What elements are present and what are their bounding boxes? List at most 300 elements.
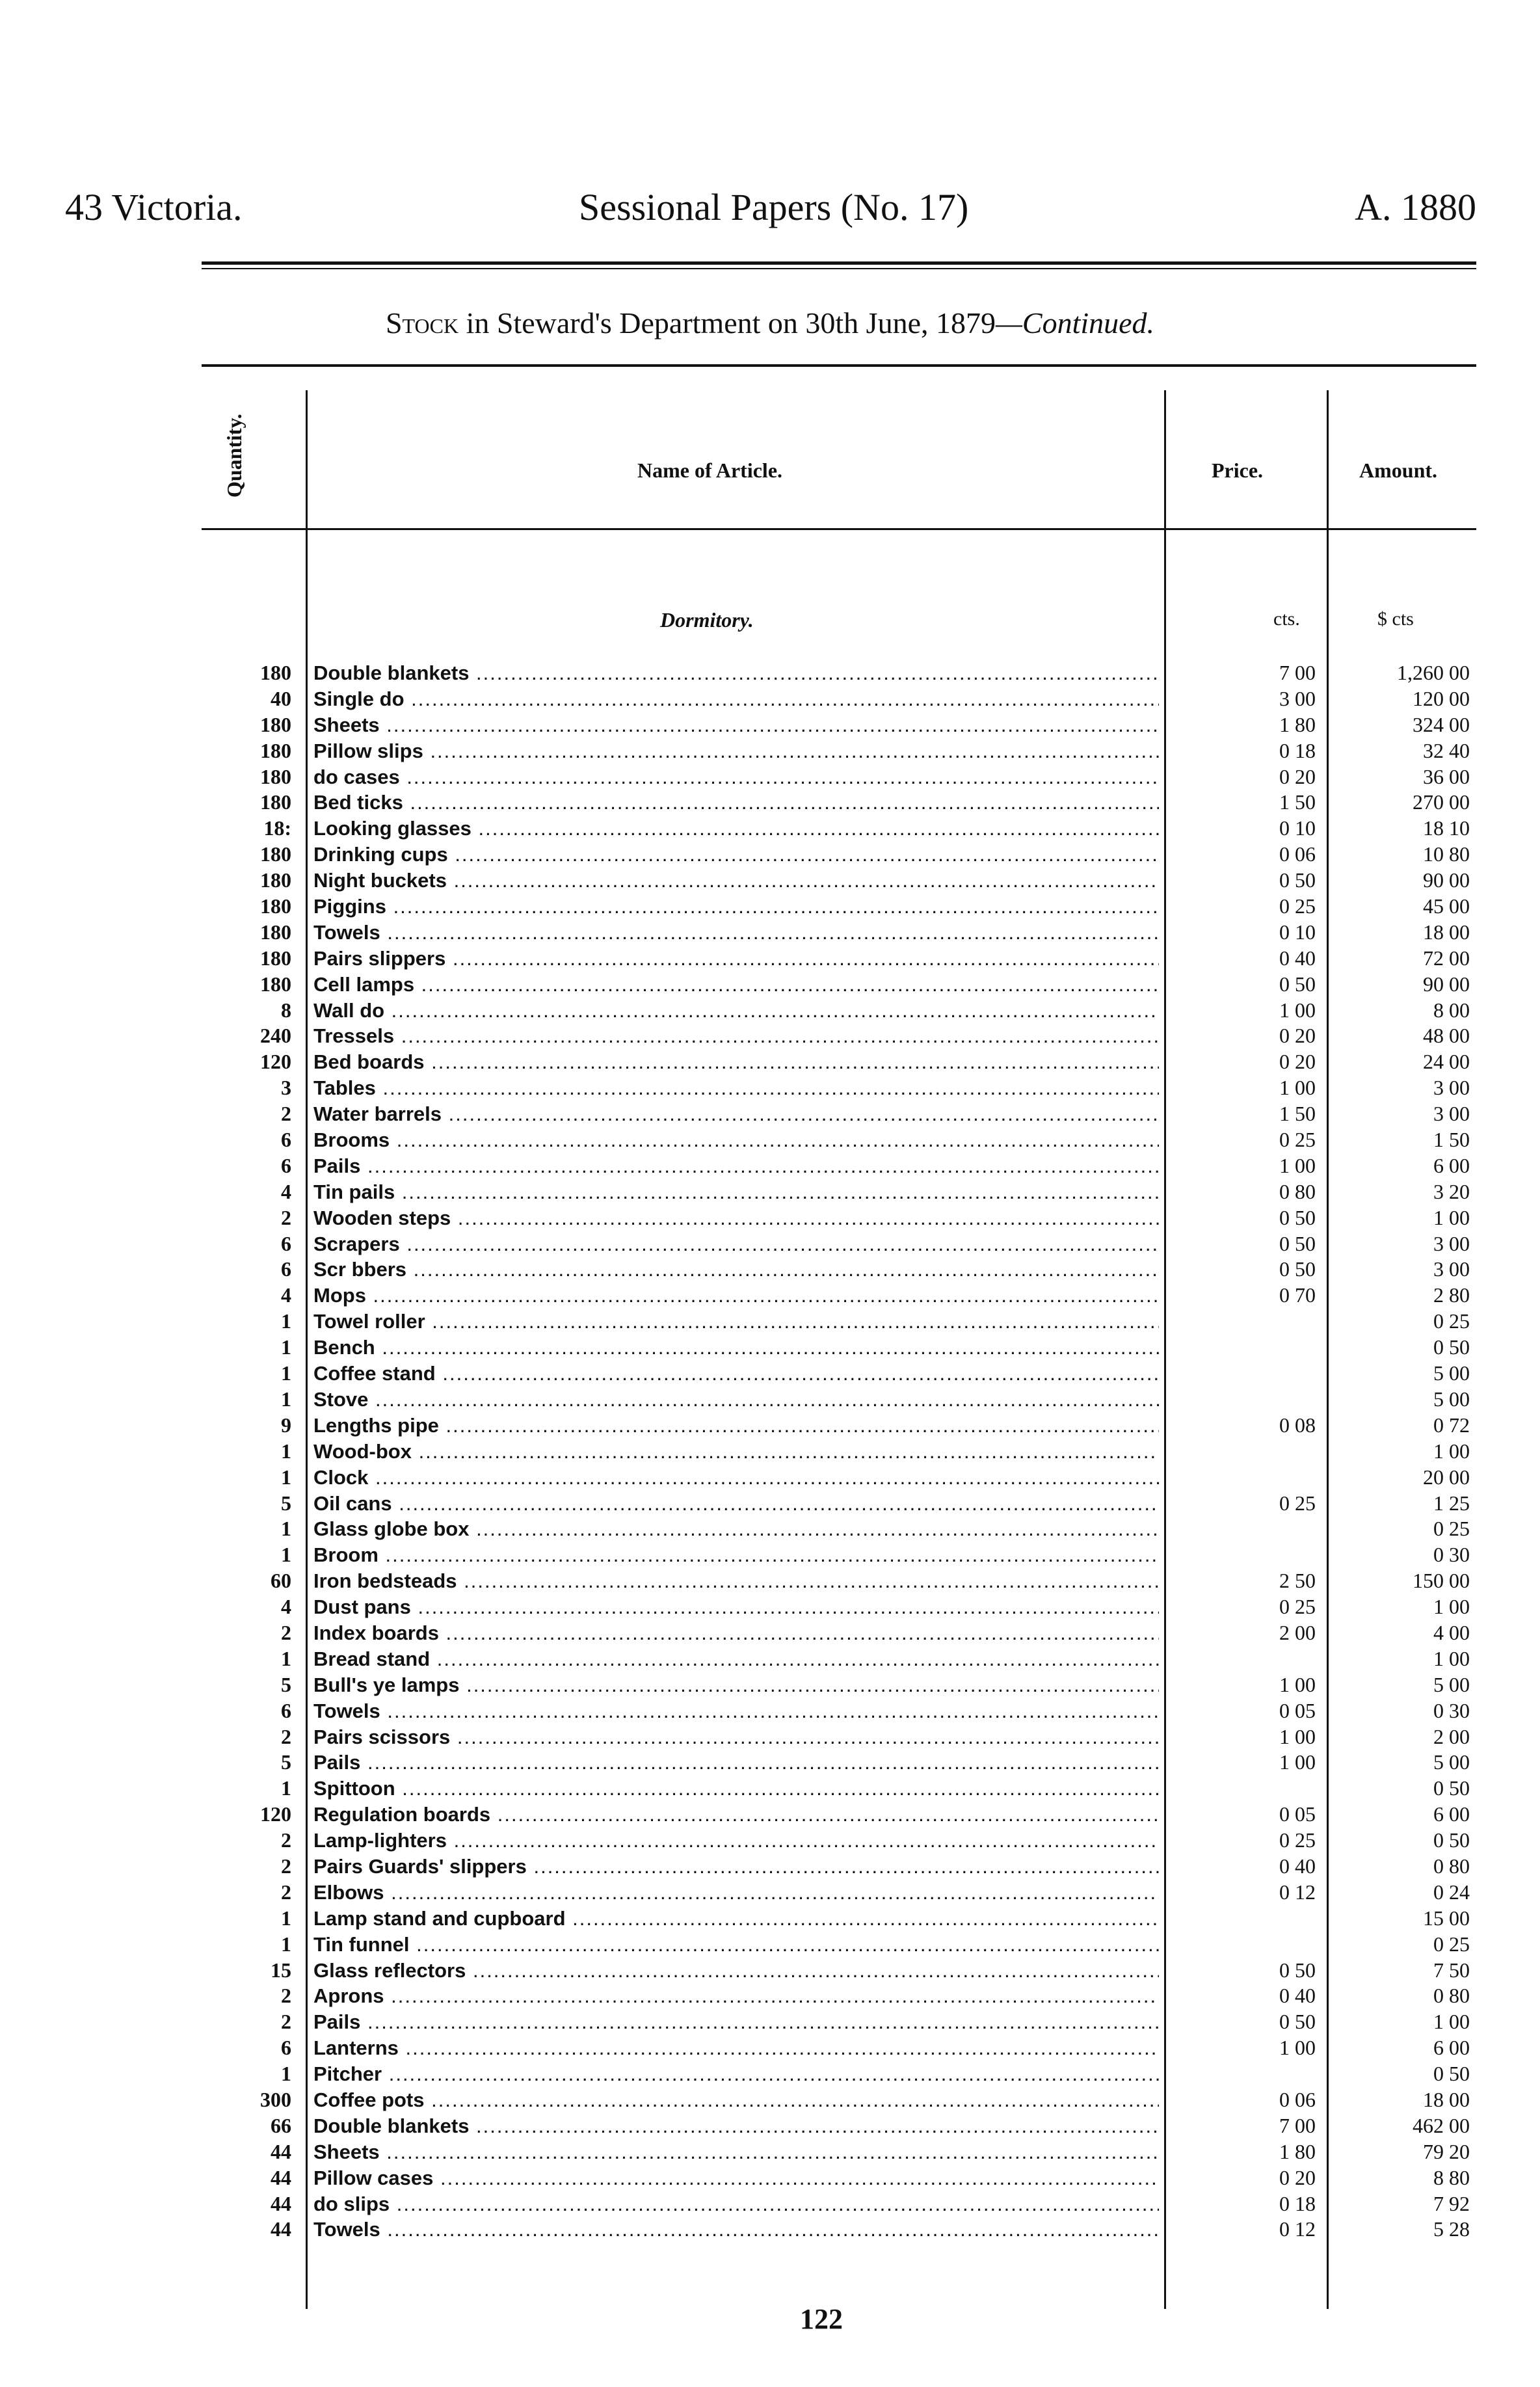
amount-cell: 150 00 — [1413, 1569, 1470, 1593]
article-name-cell: Sheets ..... — [313, 2139, 1159, 2165]
price-cell: 0 18 — [1279, 2191, 1316, 2215]
quantity-cell: 1 — [281, 2062, 291, 2086]
amount-cell: 3 00 — [1433, 1102, 1470, 1126]
title-continued: —Continued. — [996, 306, 1155, 340]
price-cell: 0 12 — [1279, 2217, 1316, 2241]
article-name-cell: Bull's ye lamps ..... — [313, 1672, 1159, 1698]
article-name-cell: Scr bbers ..... — [313, 1257, 1159, 1283]
table-row — [0, 1023, 1540, 1049]
table-row — [0, 738, 1540, 764]
article-name-cell: Night buckets ..... — [313, 868, 1159, 894]
header-rule — [202, 261, 1476, 265]
article-name-cell: Regulation boards ..... — [313, 1802, 1159, 1828]
table-row — [0, 1516, 1540, 1542]
price-cell: 1 50 — [1279, 1102, 1316, 1126]
quantity-cell: 1 — [281, 1906, 291, 1930]
price-units: cts. — [1273, 608, 1300, 630]
quantity-cell: 5 — [281, 1491, 291, 1515]
article-name-cell: Glass reflectors ..... — [313, 1958, 1159, 1984]
amount-cell: 45 00 — [1423, 894, 1470, 918]
amount-cell: 36 00 — [1423, 764, 1470, 788]
amount-cell: 270 00 — [1413, 790, 1470, 814]
quantity-cell: 1 — [281, 1439, 291, 1463]
amount-cell: 120 00 — [1413, 686, 1470, 710]
table-row — [0, 2009, 1540, 2035]
price-cell: 0 20 — [1279, 764, 1316, 788]
table-row — [0, 1075, 1540, 1101]
quantity-cell: 2 — [281, 1828, 291, 1852]
quantity-cell: 180 — [260, 661, 291, 684]
table-row — [0, 1983, 1540, 2009]
amount-cell: 0 80 — [1433, 1854, 1470, 1878]
quantity-cell: 44 — [271, 2165, 291, 2189]
table-row — [0, 1802, 1540, 1828]
table-row — [0, 1179, 1540, 1205]
price-cell: 1 00 — [1279, 1724, 1316, 1748]
article-name-cell: Pairs scissors ..... — [313, 1724, 1159, 1750]
quantity-cell: 120 — [260, 1050, 291, 1074]
quantity-cell: 240 — [260, 1024, 291, 1048]
article-name-cell: Bed ticks ..... — [313, 790, 1159, 816]
article-name-cell: Pails ..... — [313, 1750, 1159, 1776]
quantity-cell: 2 — [281, 1854, 291, 1878]
quantity-cell: 180 — [260, 764, 291, 788]
quantity-cell: 300 — [260, 2087, 291, 2111]
article-name-cell: Pails ..... — [313, 2009, 1159, 2035]
price-cell: 1 50 — [1279, 790, 1316, 814]
table-row — [0, 1413, 1540, 1439]
price-cell: 0 50 — [1279, 972, 1316, 996]
article-name-cell: Drinking cups ..... — [313, 842, 1159, 868]
header-year: A. 1880 — [1355, 186, 1476, 228]
title-rule — [202, 364, 1476, 367]
table-row — [0, 868, 1540, 894]
price-cell: 0 05 — [1279, 1698, 1316, 1722]
article-name-cell: Bread stand ..... — [313, 1646, 1159, 1672]
amount-cell: 2 00 — [1433, 1724, 1470, 1748]
table-row — [0, 2165, 1540, 2191]
quantity-cell: 180 — [260, 738, 291, 762]
table-row — [0, 1698, 1540, 1724]
table-row — [0, 998, 1540, 1024]
stock-table-body — [0, 660, 1540, 2243]
quantity-cell: 180 — [260, 972, 291, 996]
table-title — [0, 306, 1540, 340]
price-cell: 0 50 — [1279, 1205, 1316, 1229]
amount-cell: 462 00 — [1413, 2113, 1470, 2137]
price-cell: 0 50 — [1279, 1257, 1316, 1281]
price-cell: 0 10 — [1279, 816, 1316, 840]
quantity-cell: 4 — [281, 1595, 291, 1619]
quantity-cell: 2 — [281, 1620, 291, 1644]
amount-cell: 3 00 — [1433, 1076, 1470, 1100]
title-text: in Steward's Department on 30th June, 1879 — [466, 306, 996, 340]
running-header — [65, 185, 1476, 237]
quantity-cell: 2 — [281, 2010, 291, 2034]
amount-cell: 0 72 — [1433, 1413, 1470, 1437]
table-row — [0, 1335, 1540, 1361]
amount-cell: 7 50 — [1433, 1958, 1470, 1982]
quantity-cell: 44 — [271, 2139, 291, 2163]
quantity-cell: 60 — [271, 1569, 291, 1593]
article-name-cell: Clock ..... — [313, 1465, 1159, 1491]
price-cell: 7 00 — [1279, 2113, 1316, 2137]
quantity-cell: 5 — [281, 1672, 291, 1696]
amount-cell: 8 00 — [1433, 998, 1470, 1022]
amount-cell: 1 00 — [1433, 1595, 1470, 1619]
amount-cell: 5 00 — [1433, 1361, 1470, 1385]
amount-units: $ cts — [1377, 608, 1414, 630]
quantity-cell: 5 — [281, 1750, 291, 1774]
quantity-cell: 44 — [271, 2191, 291, 2215]
table-row — [0, 1283, 1540, 1309]
article-name-cell: Pillow slips ..... — [313, 738, 1159, 764]
price-cell: 0 70 — [1279, 1283, 1316, 1307]
quantity-cell: 1 — [281, 1932, 291, 1956]
quantity-cell: 180 — [260, 842, 291, 866]
price-cell: 0 06 — [1279, 842, 1316, 866]
table-row — [0, 1257, 1540, 1283]
amount-cell: 79 20 — [1423, 2139, 1470, 2163]
quantity-cell: 1 — [281, 1335, 291, 1359]
amount-cell: 90 00 — [1423, 868, 1470, 892]
price-cell: 0 20 — [1279, 2165, 1316, 2189]
quantity-cell: 6 — [281, 1153, 291, 1177]
table-row — [0, 2087, 1540, 2113]
amount-cell: 6 00 — [1433, 1153, 1470, 1177]
quantity-cell: 1 — [281, 1543, 291, 1567]
table-row — [0, 1594, 1540, 1620]
amount-column-header: Amount. — [1359, 459, 1438, 482]
quantity-cell: 180 — [260, 868, 291, 892]
quantity-cell: 120 — [260, 1802, 291, 1826]
quantity-cell: 6 — [281, 1128, 291, 1152]
article-name-cell: Dust pans ..... — [313, 1594, 1159, 1620]
quantity-cell: 15 — [271, 1958, 291, 1982]
amount-cell: 1,260 00 — [1397, 661, 1470, 684]
price-cell: 0 25 — [1279, 1828, 1316, 1852]
article-name-cell: do cases ..... — [313, 764, 1159, 790]
table-row — [0, 816, 1540, 842]
quantity-cell: 180 — [260, 920, 291, 944]
article-name-cell: Brooms ..... — [313, 1127, 1159, 1153]
article-name-cell: Lanterns ..... — [313, 2035, 1159, 2061]
amount-cell: 1 00 — [1433, 1439, 1470, 1463]
amount-cell: 1 00 — [1433, 1205, 1470, 1229]
article-name-cell: Looking glasses ..... — [313, 816, 1159, 842]
quantity-cell: 180 — [260, 946, 291, 970]
amount-cell: 18 00 — [1423, 920, 1470, 944]
table-row — [0, 920, 1540, 946]
table-row — [0, 894, 1540, 920]
table-row — [0, 712, 1540, 738]
amount-cell: 7 92 — [1433, 2191, 1470, 2215]
amount-cell: 5 28 — [1433, 2217, 1470, 2241]
article-name-cell: Index boards ..... — [313, 1620, 1159, 1646]
price-cell: 0 50 — [1279, 1231, 1316, 1255]
quantity-cell: 2 — [281, 1205, 291, 1229]
article-name-cell: Pitcher ..... — [313, 2061, 1159, 2087]
quantity-cell: 1 — [281, 1361, 291, 1385]
table-row — [0, 1854, 1540, 1880]
quantity-cell: 180 — [260, 894, 291, 918]
price-cell: 0 50 — [1279, 868, 1316, 892]
table-row — [0, 1958, 1540, 1984]
amount-cell: 6 00 — [1433, 2036, 1470, 2060]
amount-cell: 0 50 — [1433, 2062, 1470, 2086]
price-cell: 1 00 — [1279, 1153, 1316, 1177]
amount-cell: 3 20 — [1433, 1179, 1470, 1203]
price-cell: 2 00 — [1279, 1620, 1316, 1644]
amount-cell: 18 00 — [1423, 2087, 1470, 2111]
article-name-cell: Glass globe box ..... — [313, 1516, 1159, 1542]
amount-cell: 3 00 — [1433, 1257, 1470, 1281]
table-row — [0, 660, 1540, 686]
quantity-cell: 44 — [271, 2217, 291, 2241]
article-name-cell: Oil cans ..... — [313, 1491, 1159, 1517]
table-row — [0, 1465, 1540, 1491]
quantity-cell: 180 — [260, 712, 291, 736]
amount-cell: 324 00 — [1413, 712, 1470, 736]
quantity-cell: 180 — [260, 790, 291, 814]
article-name-cell: Stove ..... — [313, 1387, 1159, 1413]
article-name-cell: Single do ..... — [313, 686, 1159, 712]
amount-cell: 0 25 — [1433, 1309, 1470, 1333]
header-publication: Sessional Papers (No. 17) — [579, 186, 969, 228]
header-session: 43 Victoria. — [65, 186, 243, 228]
table-row — [0, 1049, 1540, 1075]
amount-cell: 2 80 — [1433, 1283, 1470, 1307]
table-row — [0, 1646, 1540, 1672]
table-row — [0, 1231, 1540, 1257]
table-row — [0, 946, 1540, 972]
amount-cell: 8 80 — [1433, 2165, 1470, 2189]
article-name-cell: Towel roller ..... — [313, 1309, 1159, 1335]
amount-cell: 6 00 — [1433, 1802, 1470, 1826]
quantity-cell: 1 — [281, 1517, 291, 1541]
amount-cell: 90 00 — [1423, 972, 1470, 996]
table-row — [0, 2035, 1540, 2061]
article-name-cell: Towels ..... — [313, 2217, 1159, 2243]
amount-cell: 4 00 — [1433, 1620, 1470, 1644]
article-name-cell: Tables ..... — [313, 1075, 1159, 1101]
quantity-cell: 4 — [281, 1283, 291, 1307]
price-cell: 0 25 — [1279, 1595, 1316, 1619]
article-name-cell: Wall do ..... — [313, 998, 1159, 1024]
article-name-cell: Mops ..... — [313, 1283, 1159, 1309]
table-row — [0, 1750, 1540, 1776]
quantity-cell: 4 — [281, 1179, 291, 1203]
amount-cell: 18 10 — [1423, 816, 1470, 840]
price-cell: 0 50 — [1279, 1958, 1316, 1982]
price-cell: 0 12 — [1279, 1880, 1316, 1904]
page-number: 122 — [800, 2303, 843, 2335]
quantity-cell: 6 — [281, 1231, 291, 1255]
article-name-cell: Cell lamps ..... — [313, 972, 1159, 998]
quantity-cell: 1 — [281, 1309, 291, 1333]
table-row — [0, 842, 1540, 868]
article-name-cell: Broom ..... — [313, 1542, 1159, 1568]
article-name-cell: Double blankets ..... — [313, 2113, 1159, 2139]
price-cell: 0 25 — [1279, 894, 1316, 918]
table-row — [0, 764, 1540, 790]
article-name-cell: Lamp-lighters ..... — [313, 1828, 1159, 1854]
article-name-cell: Wooden steps ..... — [313, 1205, 1159, 1231]
article-name-cell: Aprons ..... — [313, 1983, 1159, 2009]
amount-cell: 5 00 — [1433, 1750, 1470, 1774]
price-cell: 1 00 — [1279, 998, 1316, 1022]
amount-cell: 24 00 — [1423, 1050, 1470, 1074]
price-cell: 2 50 — [1279, 1569, 1316, 1593]
amount-cell: 1 50 — [1433, 1128, 1470, 1152]
amount-cell: 10 80 — [1423, 842, 1470, 866]
amount-cell: 1 00 — [1433, 1646, 1470, 1670]
quantity-cell: 6 — [281, 2036, 291, 2060]
price-cell: 0 18 — [1279, 738, 1316, 762]
name-column-header: Name of Article. — [637, 459, 783, 482]
amount-cell: 0 25 — [1433, 1517, 1470, 1541]
article-name-cell: Bed boards ..... — [313, 1049, 1159, 1075]
table-row — [0, 2113, 1540, 2139]
price-cell: 1 00 — [1279, 1672, 1316, 1696]
table-row — [0, 972, 1540, 998]
article-name-cell: Water barrels ..... — [313, 1101, 1159, 1127]
table-row — [0, 1309, 1540, 1335]
table-row — [0, 1205, 1540, 1231]
article-name-cell: Double blankets ..... — [313, 660, 1159, 686]
amount-cell: 0 50 — [1433, 1828, 1470, 1852]
price-cell: 0 40 — [1279, 946, 1316, 970]
price-cell: 0 20 — [1279, 1050, 1316, 1074]
article-name-cell: Tin pails ..... — [313, 1179, 1159, 1205]
price-cell: 0 50 — [1279, 2010, 1316, 2034]
amount-cell: 1 25 — [1433, 1491, 1470, 1515]
table-row — [0, 1542, 1540, 1568]
price-cell: 1 00 — [1279, 1076, 1316, 1100]
table-row — [0, 1439, 1540, 1465]
amount-cell: 5 00 — [1433, 1387, 1470, 1411]
table-row — [0, 1906, 1540, 1932]
quantity-cell: 18: — [263, 816, 291, 840]
article-name-cell: Pairs slippers ..... — [313, 946, 1159, 972]
price-cell: 1 00 — [1279, 2036, 1316, 2060]
quantity-cell: 66 — [271, 2113, 291, 2137]
article-name-cell: Iron bedsteads ..... — [313, 1568, 1159, 1594]
table-row — [0, 1880, 1540, 1906]
table-row — [0, 2217, 1540, 2243]
column-header-rule — [202, 528, 1476, 530]
article-name-cell: do slips ..... — [313, 2191, 1159, 2217]
article-name-cell: Bench ..... — [313, 1335, 1159, 1361]
amount-cell: 0 30 — [1433, 1543, 1470, 1567]
header-rule-thin — [202, 268, 1476, 269]
price-cell: 0 40 — [1279, 1854, 1316, 1878]
amount-cell: 3 00 — [1433, 1231, 1470, 1255]
table-row — [0, 2061, 1540, 2087]
article-name-cell: Piggins ..... — [313, 894, 1159, 920]
quantity-cell: 6 — [281, 1257, 291, 1281]
article-name-cell: Towels ..... — [313, 920, 1159, 946]
quantity-cell: 2 — [281, 1102, 291, 1126]
price-cell: 0 25 — [1279, 1491, 1316, 1515]
price-cell: 0 40 — [1279, 1984, 1316, 2008]
article-name-cell: Coffee stand ..... — [313, 1361, 1159, 1387]
amount-cell: 1 00 — [1433, 2010, 1470, 2034]
table-row — [0, 1620, 1540, 1646]
table-row — [0, 1672, 1540, 1698]
table-row — [0, 1568, 1540, 1594]
price-cell: 0 08 — [1279, 1413, 1316, 1437]
price-cell: 0 06 — [1279, 2087, 1316, 2111]
article-name-cell: Towels ..... — [313, 1698, 1159, 1724]
article-name-cell: Lamp stand and cupboard ..... — [313, 1906, 1159, 1932]
title-smallcaps: Stock — [385, 306, 459, 340]
quantity-cell: 9 — [281, 1413, 291, 1437]
quantity-cell: 1 — [281, 1646, 291, 1670]
price-cell: 0 25 — [1279, 1128, 1316, 1152]
article-name-cell: Elbows ..... — [313, 1880, 1159, 1906]
price-cell: 7 00 — [1279, 661, 1316, 684]
quantity-cell: 1 — [281, 1465, 291, 1489]
article-name-cell: Sheets ..... — [313, 712, 1159, 738]
article-name-cell: Lengths pipe ..... — [313, 1413, 1159, 1439]
amount-cell: 32 40 — [1423, 738, 1470, 762]
price-cell: 1 80 — [1279, 2139, 1316, 2163]
amount-cell: 72 00 — [1423, 946, 1470, 970]
table-row — [0, 2191, 1540, 2217]
amount-cell: 0 24 — [1433, 1880, 1470, 1904]
section-heading: Dormitory. — [660, 608, 754, 632]
article-name-cell: Pails ..... — [313, 1153, 1159, 1179]
table-row — [0, 2139, 1540, 2165]
quantity-cell: 2 — [281, 1984, 291, 2008]
table-row — [0, 1153, 1540, 1179]
table-row — [0, 686, 1540, 712]
quantity-cell: 1 — [281, 1776, 291, 1800]
quantity-column-header: Quantity. — [222, 414, 246, 498]
quantity-cell: 40 — [271, 686, 291, 710]
amount-cell: 15 00 — [1423, 1906, 1470, 1930]
table-row — [0, 1101, 1540, 1127]
table-row — [0, 1828, 1540, 1854]
price-cell: 0 80 — [1279, 1179, 1316, 1203]
quantity-cell: 1 — [281, 1387, 291, 1411]
table-row — [0, 1127, 1540, 1153]
amount-cell: 5 00 — [1433, 1672, 1470, 1696]
article-name-cell: Tressels ..... — [313, 1023, 1159, 1049]
quantity-cell: 2 — [281, 1724, 291, 1748]
article-name-cell: Pillow cases ..... — [313, 2165, 1159, 2191]
table-row — [0, 1724, 1540, 1750]
quantity-cell: 3 — [281, 1076, 291, 1100]
table-row — [0, 790, 1540, 816]
amount-cell: 0 80 — [1433, 1984, 1470, 2008]
amount-cell: 0 30 — [1433, 1698, 1470, 1722]
table-row — [0, 1491, 1540, 1517]
article-name-cell: Tin funnel ..... — [313, 1932, 1159, 1958]
amount-cell: 0 25 — [1433, 1932, 1470, 1956]
amount-cell: 0 50 — [1433, 1776, 1470, 1800]
quantity-cell: 2 — [281, 1880, 291, 1904]
article-name-cell: Spittoon ..... — [313, 1776, 1159, 1802]
price-cell: 0 20 — [1279, 1024, 1316, 1048]
table-row — [0, 1776, 1540, 1802]
article-name-cell: Scrapers ..... — [313, 1231, 1159, 1257]
price-cell: 1 80 — [1279, 712, 1316, 736]
price-cell: 3 00 — [1279, 686, 1316, 710]
article-name-cell: Wood-box ..... — [313, 1439, 1159, 1465]
price-column-header: Price. — [1212, 459, 1264, 482]
